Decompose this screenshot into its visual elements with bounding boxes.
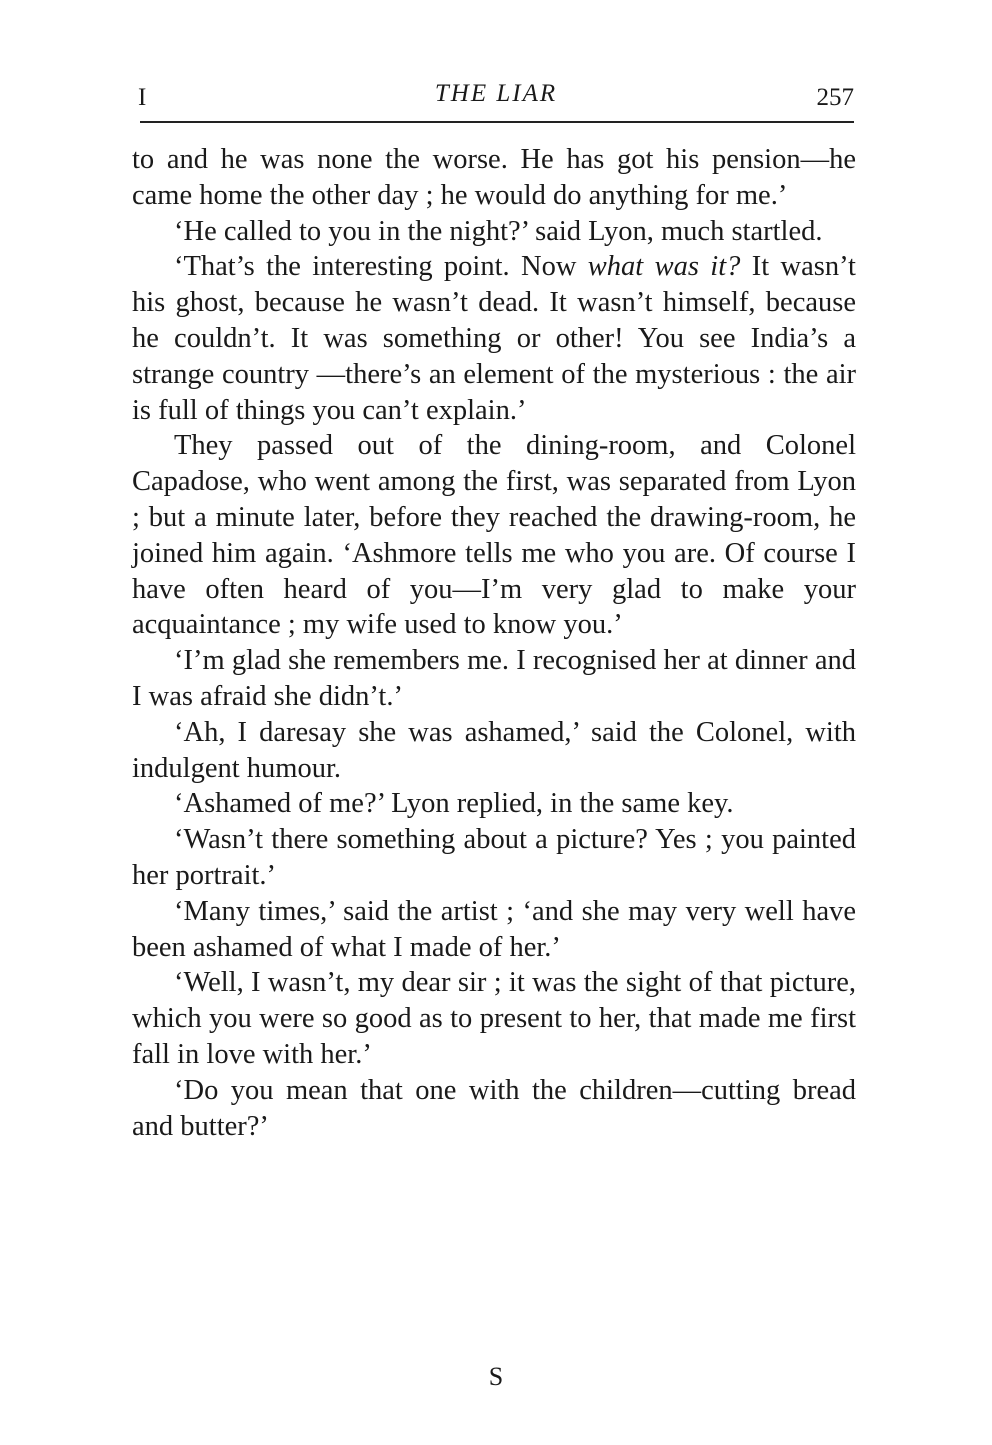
paragraph: They passed out of the dining-room, and Colonel Capadose, who went among the first, was separated from Lyon ; but a minute later, before they reached the drawing-room, he joined him again. ‘Ashmore tells me who you are. Of course I have often heard of you—I’m very glad to make your acquaintance ; my wife used to know you.’ <box>132 430 856 641</box>
signature-mark: I <box>138 84 147 111</box>
paragraph: ‘That’s the interesting point. Now what was it? It wasn’t his ghost, because he wasn’t dead. It wasn’t himself, because he couldn’t. It was something or other! You see India’s a strange country —there’s an element of the mysterious : the air is full of things you can’t explain.’ <box>132 251 856 426</box>
header-rule <box>140 121 854 123</box>
page-number: 257 <box>816 84 854 111</box>
paragraph: ‘I’m glad she remembers me. I recognised her at dinner and I was afraid she didn’t.’ <box>132 645 856 712</box>
page-body <box>132 142 856 1144</box>
paragraph: ‘Well, I wasn’t, my dear sir ; it was the sight of that picture, which you were so good as to present to her, that made me first fall in love with her.’ <box>132 967 856 1070</box>
paragraph: ‘Do you mean that one with the children—cutting bread and butter?’ <box>132 1074 856 1142</box>
paragraph: ‘Ah, I daresay she was ashamed,’ said the Colonel, with indulgent humour. <box>132 716 856 784</box>
running-header <box>138 78 854 114</box>
paragraph: ‘Wasn’t there something about a picture? Yes ; you painted her portrait.’ <box>132 824 856 891</box>
paragraph: to and he was none the worse. He has got his pension—he came home the other day ; he would do anything for me.’ <box>132 144 856 211</box>
paragraph: ‘Ashamed of me?’ Lyon replied, in the same key. <box>174 788 734 820</box>
footer-signature: S <box>488 1362 504 1391</box>
emphasis: what was it? <box>587 251 741 283</box>
paragraph: ‘Many times,’ said the artist ; ‘and she may very well have been ashamed of what I made of her.’ <box>132 895 856 963</box>
paragraph: ‘He called to you in the night?’ said Lyon, much startled. <box>174 215 823 247</box>
running-title: THE LIAR <box>434 80 558 107</box>
